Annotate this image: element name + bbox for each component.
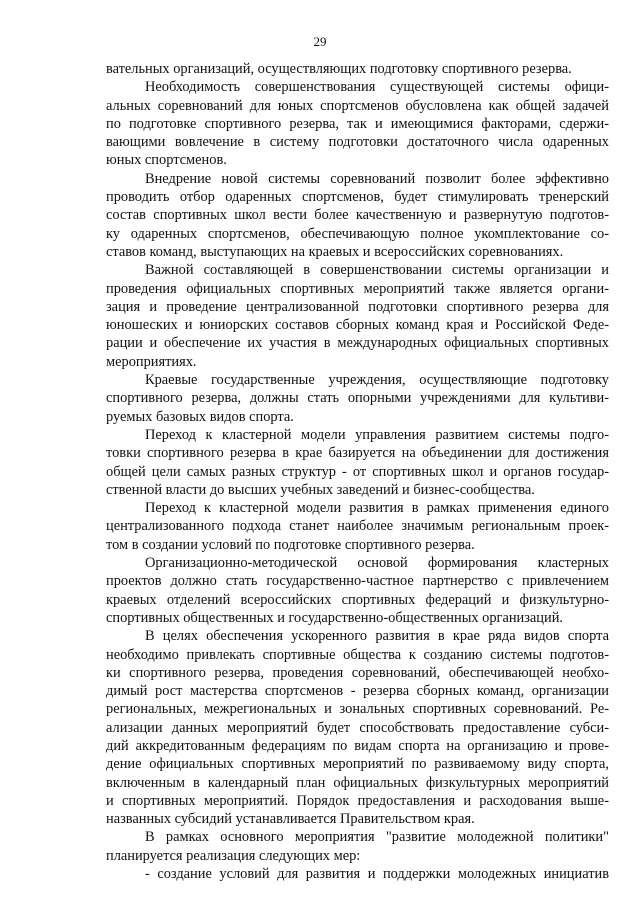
text-line: общей цели самых разных структур - от спортивных школ и органов государ-: [106, 463, 609, 480]
text-line: региональных, межрегиональных и зональных спортивных соревнований. Ре-: [106, 701, 609, 718]
paragraph: [106, 170, 609, 261]
paragraph: [106, 261, 609, 371]
paragraph: [106, 78, 609, 169]
text-line: названных субсидий устанавливается Правительством края.: [106, 811, 475, 828]
text-line: спортивного резерва, должны стать опорными учреждениями для культиви-: [106, 390, 609, 407]
text-line: юных спортсменов.: [106, 152, 227, 169]
text-line: состав спортивных школ вести более качественную и развернутую подготов-: [106, 207, 609, 224]
text-line: рации и обеспечение их участия в международных официальных спортивных: [106, 335, 609, 352]
document-body: [106, 60, 609, 883]
text-line: юношеских и юниорских составов сборных команд края и Российской Феде-: [106, 317, 609, 334]
text-line: и спортивных мероприятий. Порядок предоставления и расходования выше-: [106, 792, 609, 809]
paragraph: [106, 499, 609, 554]
text-line: вательных организаций, осуществляющих подготовку спортивного резерва.: [106, 61, 572, 77]
text-line: В рамках основного мероприятия "развитие молодежной политики": [145, 829, 609, 846]
text-line: зация и проведение централизованной подготовки спортивного резерва для: [106, 298, 609, 315]
text-line: Переход к кластерной модели управления развитием системы подго-: [145, 426, 609, 443]
text-line: Необходимость совершенствования существующей системы офици-: [145, 79, 609, 96]
text-line: включенным в календарный план официальных физкультурных мероприятий: [106, 774, 609, 791]
text-line: необходимо привлекать спортивные общества к созданию системы подготов-: [106, 646, 609, 663]
text-line: димый рост мастерства спортсменов - резерва сборных команд, организации: [106, 683, 609, 700]
text-line: централизованного подхода станет наиболее значимым региональным проек-: [106, 518, 609, 535]
paragraph: [106, 828, 609, 865]
text-line: проектов должно стать государственно-частное партнерство с привлечением: [106, 573, 609, 590]
text-line: проводить отбор одаренных спортсменов, будет стимулировать тренерский: [106, 189, 609, 206]
text-line: Внедрение новой системы соревнований позволит более эффективно: [145, 170, 609, 187]
paragraph: [106, 426, 609, 499]
text-line: ализации данных мероприятий будет способствовать предоставление субси-: [106, 719, 609, 736]
paragraph: [106, 60, 609, 78]
text-line: - создание условий для развития и поддержки молодежных инициатив: [145, 866, 609, 883]
text-line: спортивных общественных и государственно-общественных организаций.: [106, 609, 564, 626]
text-line: дий аккредитованным федерациям по видам спорта на организацию и прове-: [106, 737, 609, 754]
text-line: В целях обеспечения ускоренного развития в крае ряда видов спорта: [145, 628, 609, 645]
paragraph: [106, 554, 609, 627]
text-line: альных соревнований для юных спортсменов обусловлена как общей задачей: [106, 97, 609, 114]
text-line: проведения официальных спортивных мероприятий также является органи-: [106, 280, 609, 297]
text-line: том в создании условий по подготовке спортивного резерва.: [106, 536, 475, 553]
paragraph: [106, 627, 609, 828]
text-line: по подготовке спортивного резерва, так и имеющимися факторами, сдержи-: [106, 115, 609, 132]
text-line: руемых базовых видов спорта.: [106, 408, 294, 425]
text-line: Организационно-методической основой формирования кластерных: [145, 555, 609, 572]
text-line: ственной власти до высших учебных заведений и бизнес-сообщества.: [106, 481, 535, 498]
text-line: ку одаренных спортсменов, обеспечивающую полное укомплектование со-: [106, 225, 609, 242]
text-line: планируется реализация следующих мер:: [106, 847, 361, 864]
text-line: дение официальных спортивных мероприятий по развиваемому виду спорта,: [106, 756, 609, 773]
text-line: вающими вовлечение в систему подготовки достаточного числа одаренных: [106, 134, 609, 151]
paragraph: [106, 865, 609, 883]
text-line: Краевые государственные учреждения, осуществляющие подготовку: [145, 372, 609, 389]
text-line: Важной составляющей в совершенствовании системы организации и: [145, 262, 609, 279]
text-line: ставов команд, выступающих на краевых и всероссийских соревнованиях.: [106, 243, 564, 260]
paragraph: [106, 371, 609, 426]
text-line: краевых отделений всероссийских спортивных федераций и физкультурно-: [106, 591, 609, 608]
text-line: товки спортивного резерва в крае базируется на объединении для достижения: [106, 445, 609, 462]
text-line: мероприятиях.: [106, 353, 197, 370]
text-line: Переход к кластерной модели развития в рамках применения единого: [145, 500, 609, 517]
page-number: 29: [313, 34, 327, 49]
text-line: ки спортивного резерва, проведения соревнований, обеспечивающей необхо-: [106, 664, 609, 681]
